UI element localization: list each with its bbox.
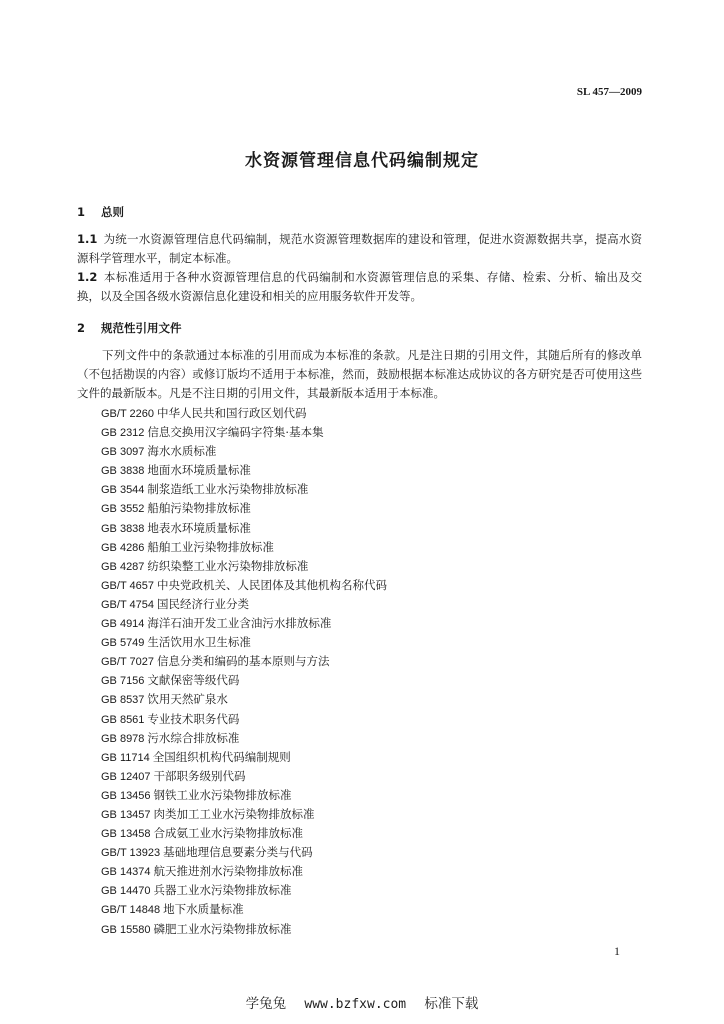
reference-item <box>101 633 641 652</box>
reference-title: 制浆造纸工业水污染物排放标准 <box>147 482 309 497</box>
reference-code: GB 14470 <box>101 885 151 898</box>
reference-code: GB 3552 <box>101 503 145 516</box>
reference-title: 干部职务级别代码 <box>153 768 246 783</box>
page-number: 1 <box>614 944 620 958</box>
reference-title: 船舶污染物排放标准 <box>147 501 251 516</box>
reference-title: 中华人民共和国行政区划代码 <box>157 406 307 420</box>
reference-code: GB 4914 <box>101 618 145 631</box>
clause-1-2 <box>77 268 642 306</box>
references-intro: 下列文件中的条款通过本标准的引用而成为本标准的条款。凡是注日期的引用文件，其随后所有的修改单（不包括勘误的内容）或修订版均不适用于本标准，然而，鼓励根据本标准达成协议的各方研究是否可使用这些文件的最新版本。凡是不注日期的引用文件，其最新版本适用于本标准。 <box>77 348 642 400</box>
reference-code: GB 5749 <box>101 637 145 650</box>
reference-code: GB/T 13923 <box>101 847 161 860</box>
reference-code: GB 14374 <box>101 866 151 879</box>
reference-item <box>101 862 641 881</box>
reference-title: 国民经济行业分类 <box>157 596 249 611</box>
reference-title: 肉类加工工业水污染物排放标准 <box>153 806 315 821</box>
reference-code: GB/T 2260 <box>101 408 154 420</box>
reference-title: 钢铁工业水污染物排放标准 <box>153 787 292 802</box>
reference-item <box>101 767 641 786</box>
reference-item <box>101 480 641 499</box>
reference-code: GB 7156 <box>101 675 145 688</box>
reference-title: 合成氨工业水污染物排放标准 <box>153 826 304 841</box>
reference-code: GB 13458 <box>101 828 151 841</box>
reference-title: 信息分类和编码的基本原则与方法 <box>157 654 330 669</box>
reference-title: 磷肥工业水污染物排放标准 <box>153 921 292 936</box>
reference-code: GB 8978 <box>101 732 145 745</box>
reference-code: GB 3544 <box>101 484 145 497</box>
reference-title: 纺织染整工业水污染物排放标准 <box>147 558 309 573</box>
reference-title: 海洋石油开发工业含油污水排放标准 <box>147 616 332 631</box>
section-title: 规范性引用文件 <box>101 321 182 335</box>
clause-number: 1.1 <box>77 232 98 246</box>
reference-code: GB 3097 <box>101 446 145 459</box>
reference-code: GB 13456 <box>101 789 151 802</box>
reference-item <box>101 461 641 480</box>
reference-item <box>101 652 641 671</box>
reference-code: GB 11714 <box>101 751 150 764</box>
page-title: 水资源管理信息代码编制规定 <box>245 151 479 171</box>
reference-title: 专业技术职务代码 <box>147 711 240 726</box>
reference-title: 地下水质量标准 <box>163 902 244 917</box>
reference-code: GB 2312 <box>101 427 145 440</box>
clause-text: 为统一水资源管理信息代码编制，规范水资源管理数据库的建设和管理，促进水资源数据共享，提高水资源科学管理水平，制定本标准。 <box>77 232 642 265</box>
reference-item <box>101 499 641 518</box>
reference-item <box>101 805 641 824</box>
reference-item <box>101 614 641 633</box>
reference-item <box>101 519 641 538</box>
reference-code: GB 8561 <box>101 713 145 726</box>
reference-item <box>101 824 641 843</box>
clause-text: 本标准适用于各种水资源管理信息的代码编制和水资源管理信息的采集、存储、检索、分析、输出及交换，以及全国各级水资源信息化建设和相关的应用服务软件开发等。 <box>77 270 642 303</box>
reference-item <box>101 920 641 939</box>
reference-item <box>101 748 641 767</box>
reference-title: 污水综合排放标准 <box>147 730 240 745</box>
reference-title: 船舶工业污染物排放标准 <box>147 539 274 554</box>
section-number: 2 <box>77 321 86 335</box>
reference-title: 地面水环境质量标准 <box>147 463 251 478</box>
reference-list <box>101 404 641 939</box>
reference-item <box>101 595 641 614</box>
section-title: 总则 <box>101 205 125 219</box>
reference-item <box>101 843 641 862</box>
section-number: 1 <box>77 205 86 219</box>
reference-title: 生活饮用水卫生标准 <box>147 635 251 650</box>
section-2-heading <box>77 320 182 336</box>
reference-code: GB 13457 <box>101 808 151 821</box>
footer-site-name: 学兔兔 <box>245 996 287 1012</box>
reference-item <box>101 671 641 690</box>
reference-title: 中央党政机关、人民团体及其他机构名称代码 <box>157 577 387 592</box>
reference-code: GB 4286 <box>101 541 145 554</box>
reference-item <box>101 538 641 557</box>
reference-title: 饮用天然矿泉水 <box>147 692 228 707</box>
reference-title: 兵器工业水污染物排放标准 <box>153 883 292 898</box>
reference-item <box>101 423 641 442</box>
reference-code: GB 4287 <box>101 560 145 573</box>
reference-code: GB/T 4657 <box>101 579 154 592</box>
reference-title: 航天推进剂水污染物排放标准 <box>153 864 304 879</box>
reference-title: 文献保密等级代码 <box>147 673 240 688</box>
reference-code: GB/T 14848 <box>101 904 161 917</box>
reference-item <box>101 557 641 576</box>
reference-title: 海水水质标准 <box>147 444 217 459</box>
section-1-heading <box>77 204 124 220</box>
clause-1-1 <box>77 230 642 268</box>
footer-tagline: 标准下载 <box>424 996 479 1012</box>
reference-item <box>101 404 641 423</box>
footer <box>0 992 724 1012</box>
reference-item <box>101 881 641 900</box>
reference-item <box>101 576 641 595</box>
reference-item <box>101 786 641 805</box>
reference-title: 全国组织机构代码编制规则 <box>152 749 291 764</box>
reference-code: GB 12407 <box>101 770 151 783</box>
reference-item <box>101 442 641 461</box>
reference-item <box>101 900 641 919</box>
reference-title: 基础地理信息要素分类与代码 <box>163 845 313 860</box>
reference-code: GB/T 4754 <box>101 598 154 611</box>
clause-number: 1.2 <box>77 270 98 284</box>
reference-code: GB/T 7027 <box>101 656 154 669</box>
footer-url[interactable]: www.bzfxw.com <box>304 997 407 1012</box>
reference-item <box>101 710 641 729</box>
reference-code: GB 3838 <box>101 465 145 478</box>
document-code: SL 457—2009 <box>576 86 642 98</box>
reference-title: 信息交换用汉字编码字符集·基本集 <box>147 425 324 440</box>
reference-item <box>101 729 641 748</box>
reference-code: GB 8537 <box>101 694 145 707</box>
reference-title: 地表水环境质量标准 <box>147 520 251 535</box>
reference-code: GB 3838 <box>101 522 145 535</box>
reference-code: GB 15580 <box>101 923 151 936</box>
reference-item <box>101 690 641 709</box>
